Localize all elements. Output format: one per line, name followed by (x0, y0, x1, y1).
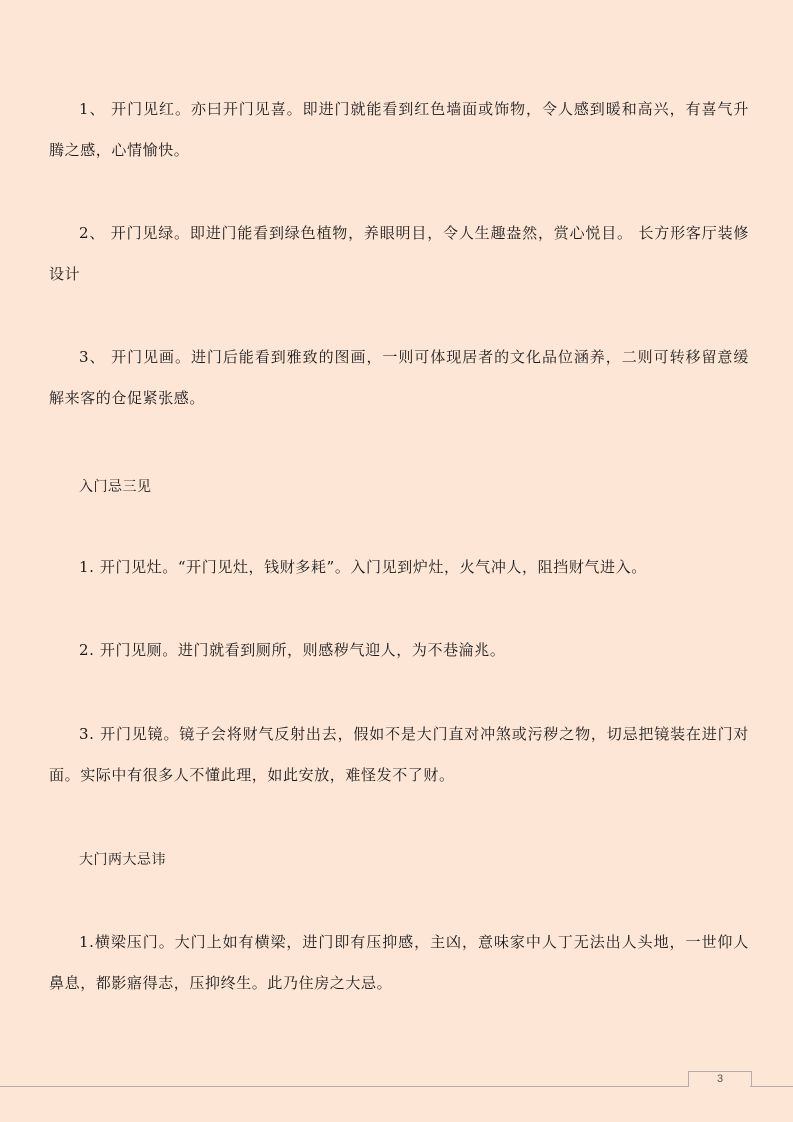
footer-divider-left (0, 1086, 689, 1087)
paragraph-open-door-toilet: 2. 开门见厕。进门就看到厕所，则感秽气迎人，为不巷淪兆。 (79, 641, 506, 659)
heading-three-taboos: 入门忌三见 (79, 479, 152, 495)
paragraph-beam-over-door: 1.横梁压门。大门上如有横梁，进门即有压抑感，主凶，意味家中人丁无法出人头地，一世仰人鼻息，都影寤得志，压抑终生。此乃住房之大忌。 (49, 933, 749, 992)
heading-two-door-taboos: 大门两大忌讳 (79, 852, 166, 868)
paragraph-open-door-green: 2、 开门见绿。即进门能看到绿色植物，养眼明目，令人生趣盎然，赏心悦目。 长方形客厅装修设计 (49, 224, 749, 283)
page-number-box (688, 1071, 752, 1087)
page-number: 3 (716, 1073, 724, 1085)
paragraph-open-door-mirror: 3. 开门见镜。镜子会将财气反射出去，假如不是大门直对冲煞或污秽之物，切忌把镜装在进门对面。实际中有很多人不懂此理，如此安放，难怪发不了财。 (49, 725, 749, 784)
paragraph-open-door-stove: 1. 开门见灶。“开门见灶，钱财多耗”。入门见到炉灶，火气冲人，阻挡财气进入。 (79, 558, 647, 576)
footer-divider-right (750, 1086, 793, 1087)
paragraph-open-door-painting: 3、 开门见画。进门后能看到雅致的图画，一则可体现居者的文化品位涵养，二则可转移留意缓解来客的仓促紧张感。 (49, 348, 749, 407)
paragraph-open-door-red: 1、 开门见红。亦曰开门见喜。即进门就能看到红色墙面或饰物，令人感到暖和高兴，有喜气升腾之感，心情愉快。 (49, 100, 749, 159)
